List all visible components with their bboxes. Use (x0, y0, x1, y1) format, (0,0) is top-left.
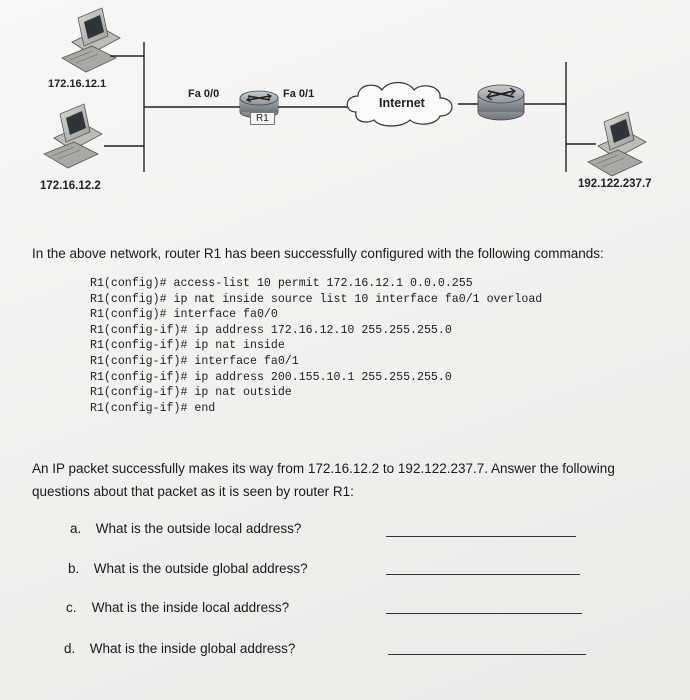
question-b (68, 561, 308, 576)
question-letter: c. (66, 600, 77, 615)
router-icon (478, 85, 524, 120)
host2-ip-label: 172.16.12.2 (40, 180, 101, 192)
question-a (70, 521, 301, 536)
intro-text: In the above network, router R1 has been successfully configured with the following commands: (32, 246, 604, 261)
question-d (64, 641, 295, 656)
answer-blank-c[interactable] (386, 613, 582, 614)
workstation-icon (62, 8, 120, 72)
workstation-icon (588, 112, 646, 176)
question-text: What is the outside local address? (95, 521, 302, 536)
router-r1-label: R1 (250, 112, 275, 125)
command-line: R1(config)# access-list 10 permit 172.16.12.1 0.0.0.255 (90, 277, 473, 290)
config-commands (90, 276, 542, 416)
internet-label: Internet (379, 96, 425, 110)
question-letter: b. (68, 561, 80, 576)
question-c (66, 600, 289, 615)
command-line: R1(config-if)# ip nat outside (90, 386, 292, 400)
question-letter: d. (64, 641, 76, 656)
workstation-icon (44, 104, 102, 168)
question-text: What is the inside local address? (91, 600, 290, 615)
command-line: R1(config-if)# interface fa0/1 (90, 354, 299, 368)
packet-question-text: An IP packet successfully makes its way from 172.16.12.2 to 192.122.237.7. Answer the following questions about that packet as it is seen by router R1: (32, 461, 615, 499)
answer-blank-b[interactable] (386, 574, 580, 575)
command-line: R1(config)# ip nat inside source list 10 interface fa0/1 overload (90, 292, 543, 306)
host1-ip-label: 172.16.12.1 (48, 78, 107, 90)
answer-blank-d[interactable] (388, 654, 586, 655)
iface-fa01-label: Fa 0/1 (283, 88, 315, 100)
iface-fa00-label: Fa 0/0 (188, 88, 220, 100)
remote-ip-label: 192.122.237.7 (578, 178, 652, 190)
command-line: R1(config-if)# ip address 172.16.12.10 255.255.255.0 (90, 323, 452, 337)
command-line: R1(config-if)# ip nat inside (90, 339, 285, 353)
network-diagram (0, 0, 690, 240)
command-line: R1(config-if)# ip address 200.155.10.1 255.255.255.0 (90, 370, 452, 384)
question-text: What is the outside global address? (93, 561, 308, 576)
answer-blank-a[interactable] (386, 536, 576, 537)
command-line: R1(config)# interface fa0/0 (90, 308, 278, 322)
command-line: R1(config-if)# end (90, 401, 216, 415)
question-letter: a. (70, 521, 82, 536)
question-text: What is the inside global address? (89, 641, 296, 656)
